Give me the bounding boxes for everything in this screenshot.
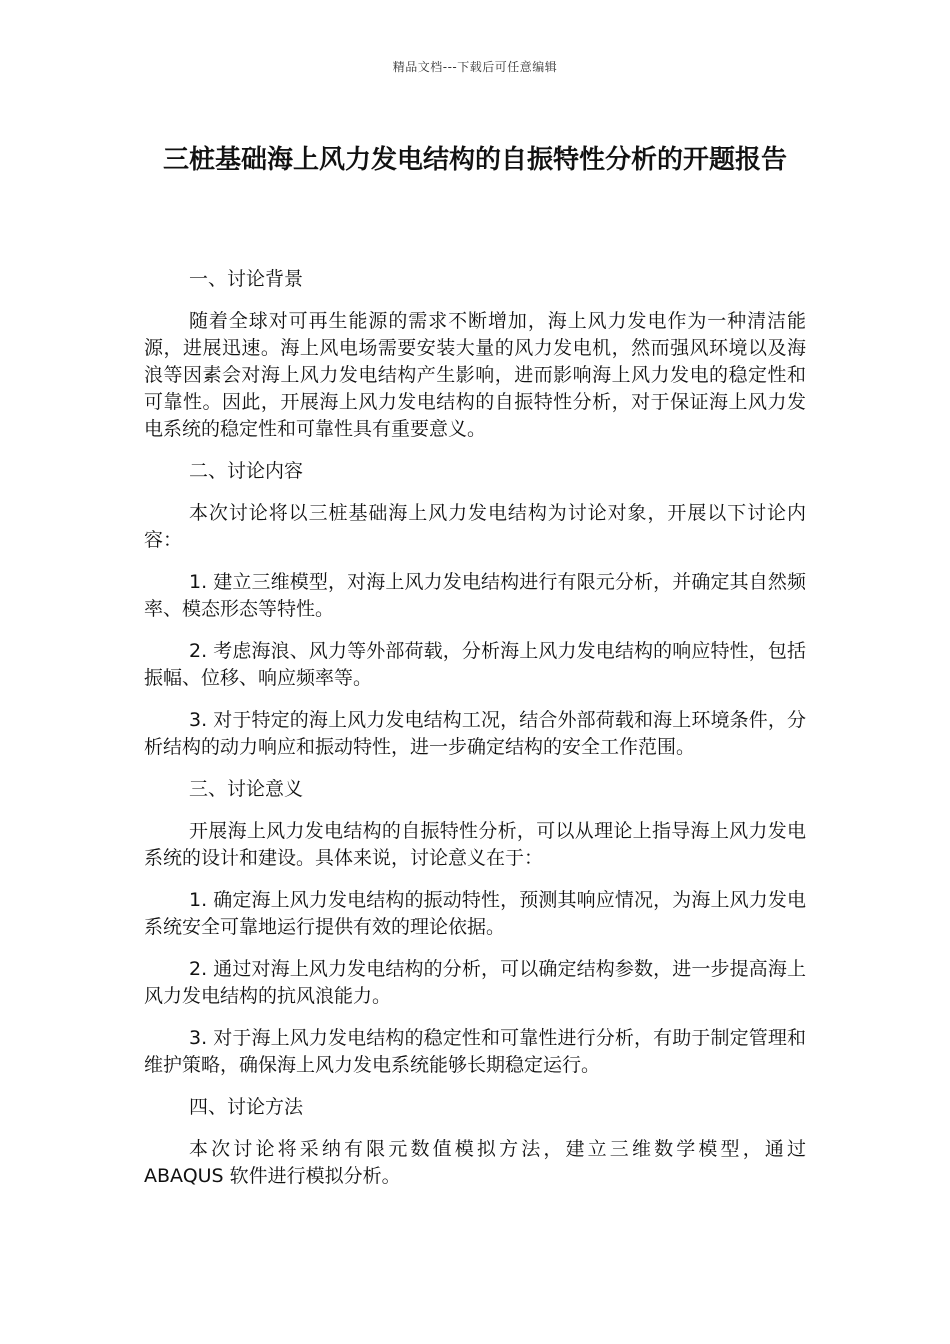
content-item-2: 2. 考虑海浪、风力等外部荷载，分析海上风力发电结构的响应特性，包括振幅、位移、响应频率等。 bbox=[144, 640, 806, 689]
content-item-1: 1. 建立三维模型，对海上风力发电结构进行有限元分析，并确定其自然频率、模态形态等特性。 bbox=[144, 571, 806, 620]
content-intro: 本次讨论将以三桩基础海上风力发电结构为讨论对象，开展以下讨论内容： bbox=[144, 502, 806, 551]
content-item-3: 3. 对于特定的海上风力发电结构工况，结合外部荷载和海上环境条件，分析结构的动力响应和振动特性，进一步确定结构的安全工作范围。 bbox=[144, 709, 806, 758]
document-title: 三桩基础海上风力发电结构的自振特性分析的开题报告 bbox=[162, 145, 787, 175]
header-note: 精品文档---下载后可任意编辑 bbox=[392, 60, 558, 74]
section-heading-significance: 三、讨论意义 bbox=[189, 778, 304, 800]
significance-intro: 开展海上风力发电结构的自振特性分析，可以从理论上指导海上风力发电系统的设计和建设。具体来说，讨论意义在于： bbox=[144, 820, 806, 869]
significance-item-1: 1. 确定海上风力发电结构的振动特性，预测其响应情况，为海上风力发电系统安全可靠地运行提供有效的理论依据。 bbox=[144, 889, 806, 938]
document-body bbox=[144, 266, 806, 1205]
background-paragraph: 随着全球对可再生能源的需求不断增加，海上风力发电作为一种清洁能源，进展迅速。海上风电场需要安装大量的风力发电机，然而强风环境以及海浪等因素会对海上风力发电结构产生影响，进而影响海上风力发电的稳定性和可靠性。因此，开展海上风力发电结构的自振特性分析，对于保证海上风力发电系统的稳定性和可靠性具有重要意义。 bbox=[144, 310, 806, 440]
section-heading-background: 一、讨论背景 bbox=[189, 268, 304, 290]
significance-item-2: 2. 通过对海上风力发电结构的分析，可以确定结构参数，进一步提高海上风力发电结构的抗风浪能力。 bbox=[144, 958, 806, 1007]
section-heading-content: 二、讨论内容 bbox=[189, 460, 304, 482]
section-heading-method: 四、讨论方法 bbox=[189, 1096, 304, 1118]
method-paragraph: 本次讨论将采纳有限元数值模拟方法，建立三维数学模型，通过 ABAQUS 软件进行模拟分析。 bbox=[144, 1138, 806, 1187]
significance-item-3: 3. 对于海上风力发电结构的稳定性和可靠性进行分析，有助于制定管理和维护策略，确保海上风力发电系统能够长期稳定运行。 bbox=[144, 1027, 806, 1076]
